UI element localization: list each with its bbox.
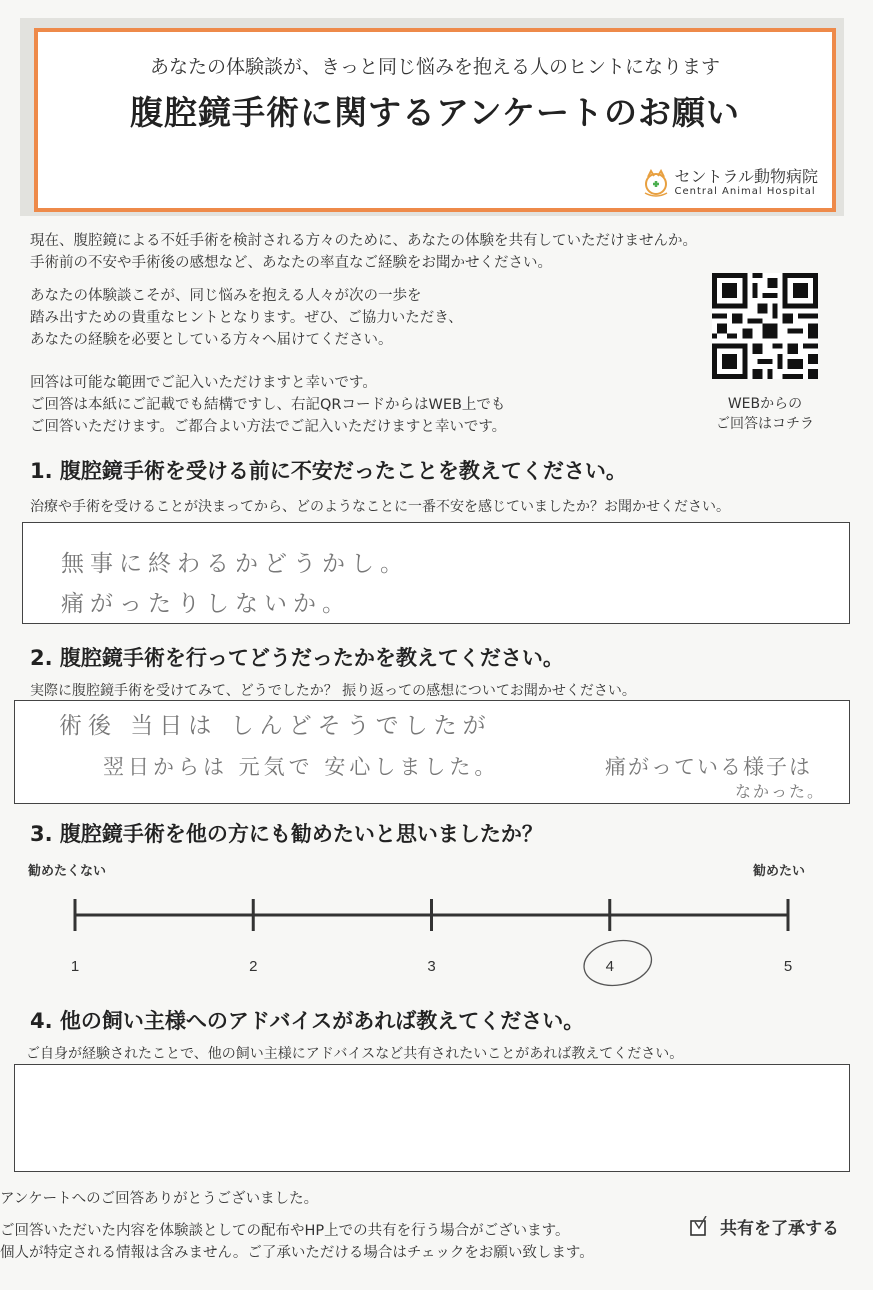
scale-tick-label: 1 bbox=[70, 958, 80, 975]
qr-caption-line: ご回答はコチラ bbox=[716, 416, 814, 432]
header-subtitle: あなたの体験談が、きっと同じ悩みを抱える人のヒントになります bbox=[149, 56, 720, 78]
scale-tick-label: 4 bbox=[605, 958, 614, 975]
q4-description: ご自身が経験されたことで、他の飼い主様にアドバイスなど共有されたいことがあれば教えてください。 bbox=[26, 1046, 684, 1062]
intro-line: ご回答は本紙にご記載でも結構ですし、右記QRコードからはWEB上でも bbox=[30, 397, 506, 413]
q3-title: 3. 腹腔鏡手術を他の方にも勧めたいと思いましたか？ bbox=[30, 822, 543, 846]
footer-note-line: 個人が特定される情報は含みません。ご了承いただける場合はチェックをお願い致します。 bbox=[0, 1245, 594, 1261]
q2-answer-line: なかった。 bbox=[735, 782, 826, 801]
header-box bbox=[34, 28, 836, 212]
q2-title: 2. 腹腔鏡手術を行ってどうだったかを教えてください。 bbox=[30, 646, 564, 670]
q1-answer-box[interactable] bbox=[22, 522, 850, 624]
q1-answer-line: 痛がったりしないか。 bbox=[61, 591, 351, 617]
logo-name-en: Central Animal Hospital bbox=[674, 186, 816, 197]
q2-answer-line: 翌日からは 元気で 安心しました。 bbox=[103, 755, 500, 779]
footer-thanks: アンケートへのご回答ありがとうございました。 bbox=[0, 1191, 319, 1207]
intro-line: あなたの体験談こそが、同じ悩みを抱える人々が次の一歩を bbox=[30, 288, 422, 304]
hospital-logo bbox=[642, 168, 818, 198]
page-title: 腹腔鏡手術に関するアンケートのお願い bbox=[129, 93, 741, 132]
intro-line: 現在、腹腔鏡による不妊手術を検討される方々のために、あなたの体験を共有していただけませんか。 bbox=[30, 233, 697, 249]
intro-line: ご回答いただけます。ご都合よい方法でご記入いただけますと幸いです。 bbox=[30, 419, 507, 435]
q2-description: 実際に腹腔鏡手術を受けてみて、どうでしたか？ 振り返っての感想についてお聞かせください。 bbox=[30, 683, 636, 699]
scale-left-label: 勧めたくない bbox=[28, 864, 107, 879]
scale-tick-label: 2 bbox=[249, 958, 258, 975]
consent-checkbox-row[interactable] bbox=[688, 1214, 839, 1239]
intro-paragraph-1 bbox=[30, 230, 850, 274]
q1-description: 治療や手術を受けることが決まってから、どのようなことに一番不安を感じていましたか？お聞かせください。 bbox=[30, 499, 730, 515]
q2-answer-line: 痛がっている様子は bbox=[605, 755, 812, 779]
rating-scale[interactable] bbox=[60, 885, 810, 995]
scale-tick-label: 5 bbox=[783, 958, 793, 975]
consent-label: 共有を了承する bbox=[720, 1219, 839, 1239]
selected-rating-circle bbox=[580, 935, 655, 990]
scale-tick-label: 3 bbox=[427, 958, 436, 975]
q2-answer-line: 術後 当日は しんどそうでしたが bbox=[59, 713, 492, 739]
intro-paragraph-2 bbox=[30, 285, 670, 351]
qr-caption-line: WEBからの bbox=[727, 396, 803, 412]
intro-line: 踏み出すための貴重なヒントとなります。ぜひ、ご協力いただき、 bbox=[30, 310, 463, 326]
q4-title: 4. 他の飼い主様へのアドバイスがあれば教えてください。 bbox=[30, 1009, 585, 1033]
qr-code[interactable] bbox=[712, 273, 818, 379]
qr-caption bbox=[690, 394, 840, 434]
scale-right-label: 勧めたい bbox=[753, 864, 806, 879]
intro-line: 手術前の不安や手術後の感想など、あなたの率直なご経験をお聞かせください。 bbox=[30, 255, 552, 271]
intro-paragraph-3 bbox=[30, 372, 670, 438]
consent-checkbox[interactable] bbox=[688, 1216, 710, 1238]
q1-title: 1. 腹腔鏡手術を受ける前に不安だったことを教えてください。 bbox=[30, 459, 627, 483]
q1-answer-line: 無事に終わるかどうかし。 bbox=[61, 551, 409, 577]
intro-line: 回答は可能な範囲でご記入いただけますと幸いです。 bbox=[30, 375, 377, 391]
cat-logo-icon bbox=[642, 169, 670, 197]
intro-line: あなたの経験を必要としている方々へ届けてください。 bbox=[30, 332, 393, 348]
q4-answer-box[interactable] bbox=[14, 1064, 850, 1172]
q2-answer-box[interactable] bbox=[14, 700, 850, 804]
footer-note-line: ご回答いただいた内容を体験談としての配布やHP上での共有を行う場合がございます。 bbox=[0, 1223, 570, 1239]
logo-name-ja: セントラル動物病院 bbox=[674, 167, 818, 186]
